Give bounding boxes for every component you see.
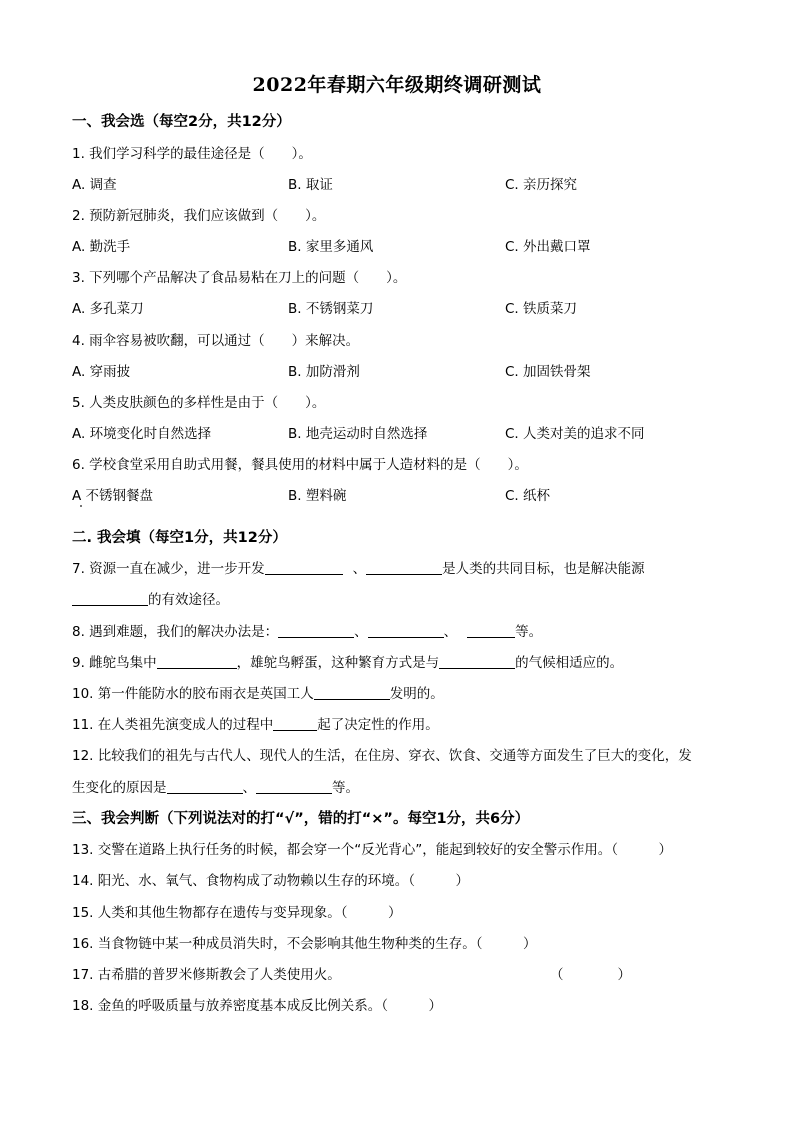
question-17: 17. 古希腊的普罗米修斯教会了人类使用火。	[72, 967, 341, 983]
q4-option-b: B. 加防滑剂	[288, 364, 360, 380]
question-7-line2	[72, 588, 229, 608]
q11-text-a: 11. 在人类祖先演变成人的过程中	[72, 717, 274, 733]
question-15: 15. 人类和其他生物都存在遗传与变异现象。（ ）	[72, 905, 402, 921]
question-5-stem: 5. 人类皮肤颜色的多样性是由于（ ）。	[72, 395, 326, 411]
q5-option-c: C. 人类对美的追求不同	[505, 426, 645, 442]
q9-text-a: 9. 雌鸵鸟集中	[72, 655, 157, 671]
page-title: 2022年春期六年级期终调研测试	[252, 74, 542, 96]
question-1-stem: 1. 我们学习科学的最佳途径是（ ）。	[72, 146, 312, 162]
q11-text-b: 起了决定性的作用。	[317, 717, 439, 733]
q2-option-a: A. 勤洗手	[72, 239, 131, 255]
q9-blank-1[interactable]	[157, 654, 237, 669]
q4-option-c: C. 加固铁骨架	[505, 364, 591, 380]
question-6-stem: 6. 学校食堂采用自助式用餐，餐具使用的材料中属于人造材料的是（ ）。	[72, 457, 528, 473]
question-16: 16. 当食物链中某一种成员消失时，不会影响其他生物种类的生存。（ ）	[72, 936, 537, 952]
question-7-line1	[72, 557, 645, 577]
q5-option-b: B. 地壳运动时自然选择	[288, 426, 428, 442]
q7-blank-2[interactable]	[366, 560, 442, 575]
q3-option-b: B. 不锈钢菜刀	[288, 301, 374, 317]
q10-text-a: 10. 第一件能防水的胶布雨衣是英国工人	[72, 686, 314, 702]
question-13: 13. 交警在道路上执行任务的时候，都会穿一个“反光背心”，能起到较好的安全警示作用。（ ）	[72, 842, 672, 858]
q12-text-c: 、	[242, 780, 256, 796]
q10-text-b: 发明的。	[389, 686, 444, 702]
question-12-line2	[72, 776, 359, 796]
q9-text-c: 的气候相适应的。	[515, 655, 624, 671]
q6-option-a: A 不锈钢餐盘	[72, 488, 154, 504]
q11-blank-1[interactable]	[273, 716, 317, 731]
q6-option-b: B. 塑料碗	[288, 488, 347, 504]
question-10	[72, 682, 444, 702]
q12-text-d: 等。	[332, 780, 359, 796]
q8-blank-1[interactable]	[278, 623, 354, 638]
q8-text-c: 、	[443, 624, 458, 640]
q2-option-b: B. 家里多通风	[288, 239, 374, 255]
q7-text-b: 、	[352, 561, 367, 577]
q9-text-b: ，雄鸵鸟孵蛋，这种繁育方式是与	[236, 655, 440, 671]
q5-option-a: A. 环境变化时自然选择	[72, 426, 212, 442]
q12-text-b: 生变化的原因是	[72, 780, 167, 796]
q8-text-d: 等。	[515, 624, 543, 640]
q8-text-a: 8. 遇到难题，我们的解决办法是：	[72, 624, 279, 640]
q3-option-c: C. 铁质菜刀	[505, 301, 578, 317]
stray-dot-mark	[80, 505, 82, 507]
q7-text-a: 7. 资源一直在减少，进一步开发	[72, 561, 265, 577]
question-9	[72, 651, 623, 671]
question-17-answer-paren[interactable]: （ ）	[550, 967, 631, 983]
q10-blank-1[interactable]	[314, 685, 390, 700]
question-2-stem: 2. 预防新冠肺炎，我们应该做到（ ）。	[72, 208, 326, 224]
question-3-stem: 3. 下列哪个产品解决了食品易粘在刀上的问题（ ）。	[72, 270, 407, 286]
q7-blank-1[interactable]	[265, 560, 343, 575]
question-8	[72, 620, 542, 640]
q3-option-a: A. 多孔菜刀	[72, 301, 144, 317]
section3-heading: 三、我会判断（下列说法对的打“√”，错的打“×”。每空1分，共6分）	[72, 811, 530, 827]
q1-option-c: C. 亲历探究	[505, 177, 578, 193]
q1-option-a: A. 调查	[72, 177, 117, 193]
q12-blank-2[interactable]	[256, 779, 332, 794]
q1-option-b: B. 取证	[288, 177, 333, 193]
q8-blank-2[interactable]	[368, 623, 444, 638]
section2-heading: 二. 我会填（每空1分，共12分）	[72, 530, 287, 546]
q9-blank-2[interactable]	[439, 654, 515, 669]
q4-option-a: A. 穿雨披	[72, 364, 131, 380]
q8-text-b: 、	[354, 624, 368, 640]
q7-text-c: 是人类的共同目标，也是解决能源	[442, 561, 645, 577]
q7-blank-3[interactable]	[72, 591, 148, 606]
question-4-stem: 4. 雨伞容易被吹翻，可以通过（ ）来解决。	[72, 333, 360, 349]
question-14: 14. 阳光、水、氧气、食物构成了动物赖以生存的环境。（ ）	[72, 873, 470, 889]
q7-text-d: 的有效途径。	[148, 592, 229, 608]
question-12-line1: 12. 比较我们的祖先与古代人、现代人的生活，在住房、穿衣、饮食、交通等方面发生了巨大的变化，发	[72, 748, 692, 764]
q12-blank-1[interactable]	[167, 779, 243, 794]
q8-blank-3[interactable]	[467, 623, 515, 638]
q6-option-c: C. 纸杯	[505, 488, 551, 504]
question-18: 18. 金鱼的呼吸质量与放养密度基本成反比例关系。（ ）	[72, 998, 443, 1014]
question-11	[72, 713, 439, 733]
section1-heading: 一、我会选（每空2分，共12分）	[72, 114, 291, 130]
q2-option-c: C. 外出戴口罩	[505, 239, 591, 255]
